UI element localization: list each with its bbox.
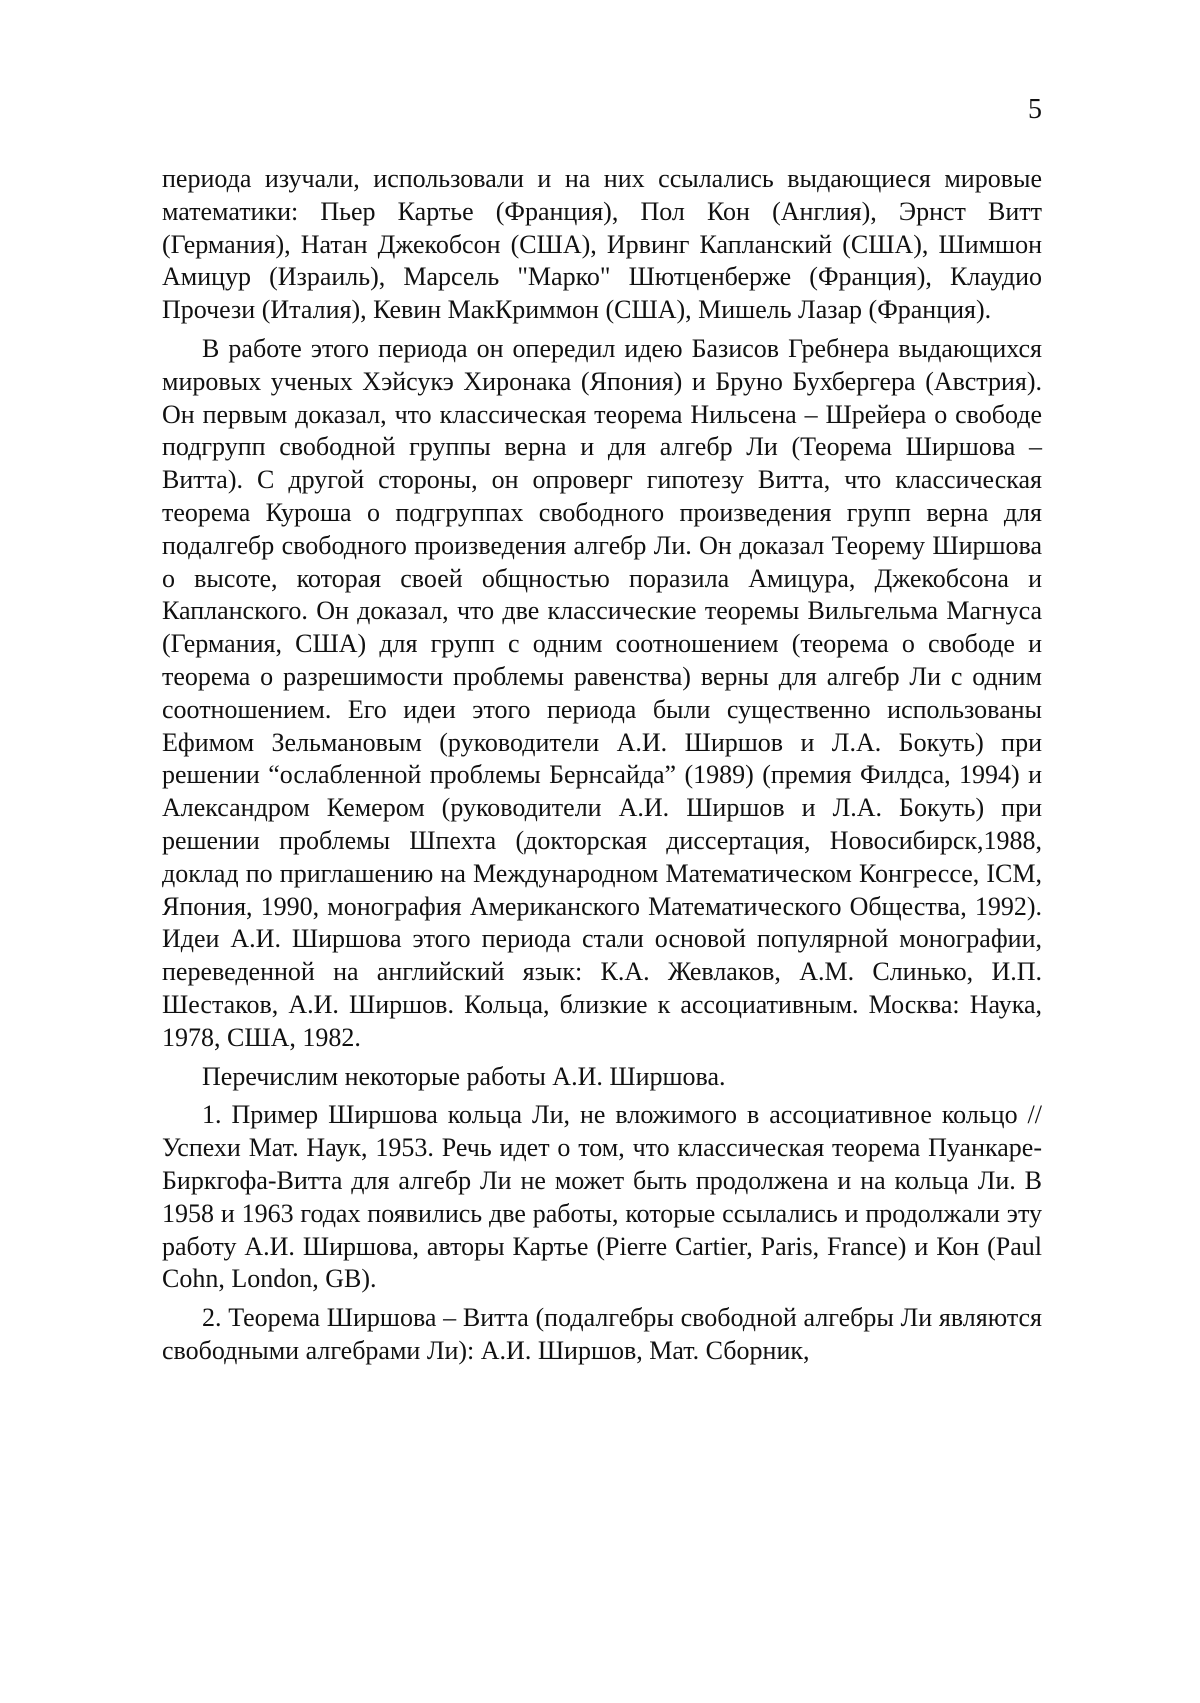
paragraph-continuation: периода изучали, использовали и на них ссылались выдающиеся мировые математики: Пьер Картье (Франция), Пол Кон (Англия), Эрнст Витт (Германия), Натан Джекобсон (США), Ирвинг Капланский (США), Шимшон Амицур (Израиль), Марсель "Марко" Шютценберже (Франция), Клаудио Прочези (Италия), Кевин МакКриммон (США), Мишель Лазар (Франция). — [162, 163, 1042, 327]
paragraph-works-intro: Перечислим некоторые работы А.И. Ширшова. — [162, 1061, 1042, 1094]
list-item-work-2: 2. Теорема Ширшова – Витта (подалгебры свободной алгебры Ли являются свободными алгебрами Ли): А.И. Ширшов, Мат. Сборник, — [162, 1302, 1042, 1368]
list-item-work-1: 1. Пример Ширшова кольца Ли, не вложимого в ассоциативное кольцо // Успехи Мат. Наук, 1953. Речь идет о том, что классическая теорема Пуанкаре-Биркгофа-Витта для алгебр Ли не может быть продолжена и на кольца Ли. В 1958 и 1963 годах появились две работы, которые ссылались и продолжали эту работу А.И. Ширшова, авторы Картье (Pierre Cartier, Paris, France) и Кон (Paul Cohn, London, GB). — [162, 1099, 1042, 1296]
paragraph-grebner-results: В работе этого периода он опередил идею Базисов Гребнера выдающихся мировых ученых Хэйсукэ Хиронака (Япония) и Бруно Бухбергера (Австрия). Он первым доказал, что классическая теорема Нильсена – Шрейера о свободе подгрупп свободной группы верна и для алгебр Ли (Теорема Ширшова – Витта). С другой стороны, он опроверг гипотезу Витта, что классическая теорема Куроша о подгруппах свободного произведения групп верна для подалгебр свободного произведения алгебр Ли. Он доказал Теорему Ширшова о высоте, которая своей общностью поразила Амицура, Джекобсона и Капланского. Он доказал, что две классические теоремы Вильгельма Магнуса (Германия, США) для групп с одним соотношением (теорема о свободе и теорема о разрешимости проблемы равенства) верны для алгебр Ли с одним соотношением. Его идеи этого периода были существенно использованы Ефимом Зельмановым (руководители А.И. Ширшов и Л.А. Бокуть) при решении “ослабленной проблемы Бернсайда” (1989) (премия Филдса, 1994) и Александром Кемером (руководители А.И. Ширшов и Л.А. Бокуть) при решении проблемы Шпехта (докторская диссертация, Новосибирск,1988, доклад по приглашению на Международном Математическом Конгрессе, ICM, Япония, 1990, монография Американского Математического Общества, 1992). Идеи А.И. Ширшова этого периода стали основой популярной монографии, переведенной на английский язык: К.А. Жевлаков, А.М. Слинько, И.П. Шестаков, А.И. Ширшов. Кольца, близкие к ассоциативным. Москва: Наука, 1978, США, 1982. — [162, 333, 1042, 1055]
page-number: 5 — [1028, 96, 1042, 124]
document-body — [162, 163, 1042, 1374]
